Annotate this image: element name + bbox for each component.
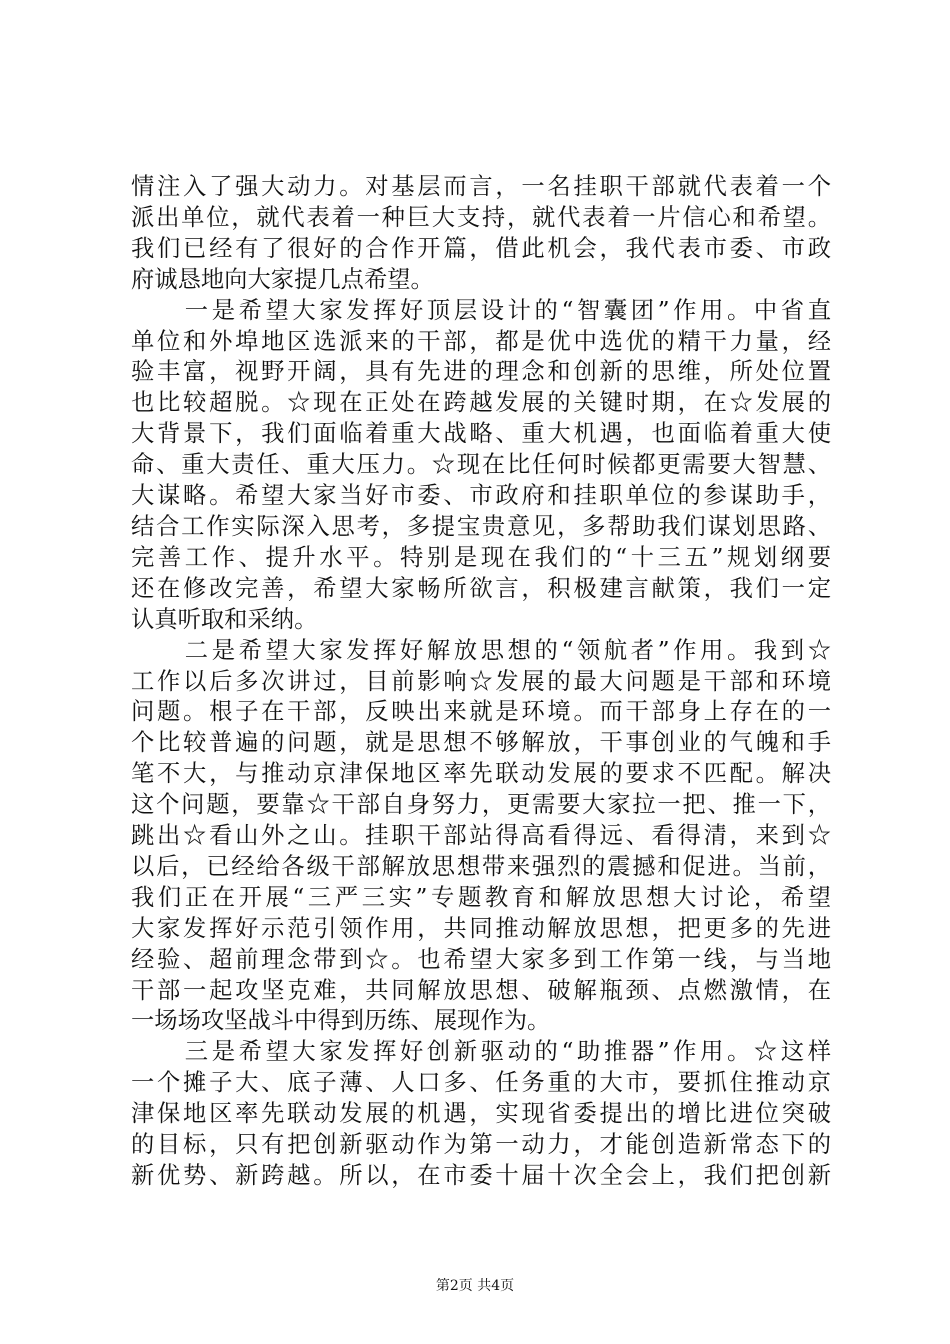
text-line: 完善工作、提升水平。特别是现在我们的“十三五”规划纲要 [131,543,831,571]
text-line: 认真听取和采纳。 [131,605,318,633]
text-line: 情注入了强大动力。对基层而言，一名挂职干部就代表着一个 [131,173,831,200]
text-line: 二是希望大家发挥好解放思想的“领航者”作用。我到☆ [131,636,831,664]
text-line: 结合工作实际深入思考，多提宝贵意见，多帮助我们谋划思路、 [131,512,831,540]
text-line: 单位和外埠地区选派来的干部，都是优中选优的精干力量，经 [131,327,831,355]
text-line: 问题。根子在干部，反映出来就是环境。而干部身上存在的一 [131,698,831,726]
text-line: 干部一起攻坚克难，共同解放思想、破解瓶颈、点燃激情，在 [131,976,831,1004]
text-line: 新优势、新跨越。所以，在市委十届十次全会上，我们把创新 [131,1162,831,1189]
text-line: 笔不大，与推动京津保地区率先联动发展的要求不匹配。解决 [131,760,831,788]
page-footer: 第2页 共4页 [435,1278,515,1294]
text-line: 也比较超脱。☆现在正处在跨越发展的关键时期，在☆发展的 [131,389,831,417]
text-line: 经验、超前理念带到☆。也希望大家多到工作第一线，与当地 [131,945,831,973]
text-line: 津保地区率先联动发展的机遇，实现省委提出的增比进位突破 [131,1100,831,1128]
body-text [131,172,831,1192]
text-line: 府诚恳地向大家提几点希望。 [131,265,434,293]
text-line: 派出单位，就代表着一种巨大支持，就代表着一片信心和希望。 [131,203,831,231]
text-line: 命、重大责任、重大压力。☆现在比任何时候都更需要大智慧、 [131,451,831,479]
text-line: 我们正在开展“三严三实”专题教育和解放思想大讨论，希望 [131,883,831,911]
text-line: 大家发挥好示范引领作用，共同推动解放思想，把更多的先进 [131,914,831,942]
text-line: 还在修改完善，希望大家畅所欲言，积极建言献策，我们一定 [131,574,831,602]
text-line: 一场场攻坚战斗中得到历练、展现作为。 [131,1007,551,1035]
text-line: 一个摊子大、底子薄、人口多、任务重的大市，要抓住推动京 [131,1069,831,1097]
text-line: 验丰富，视野开阔，具有先进的理念和创新的思维，所处位置 [131,358,831,386]
text-line: 个比较普遍的问题，就是思想不够解放，干事创业的气魄和手 [131,729,831,757]
text-line: 一是希望大家发挥好顶层设计的“智囊团”作用。中省直 [131,296,831,324]
text-line: 工作以后多次讲过，目前影响☆发展的最大问题是干部和环境 [131,667,831,695]
text-line: 三是希望大家发挥好创新驱动的“助推器”作用。☆这样 [131,1038,831,1066]
text-line: 跳出☆看山外之山。挂职干部站得高看得远、看得清，来到☆ [131,822,831,850]
text-line: 大谋略。希望大家当好市委、市政府和挂职单位的参谋助手， [131,482,831,510]
text-line: 这个问题，要靠☆干部自身努力，更需要大家拉一把、推一下， [131,791,831,819]
text-line: 的目标，只有把创新驱动作为第一动力，才能创造新常态下的 [131,1131,831,1159]
text-line: 我们已经有了很好的合作开篇，借此机会，我代表市委、市政 [131,234,831,262]
text-line: 以后，已经给各级干部解放思想带来强烈的震撼和促进。当前， [131,852,831,880]
text-line: 大背景下，我们面临着重大战略、重大机遇，也面临着重大使 [131,420,831,448]
